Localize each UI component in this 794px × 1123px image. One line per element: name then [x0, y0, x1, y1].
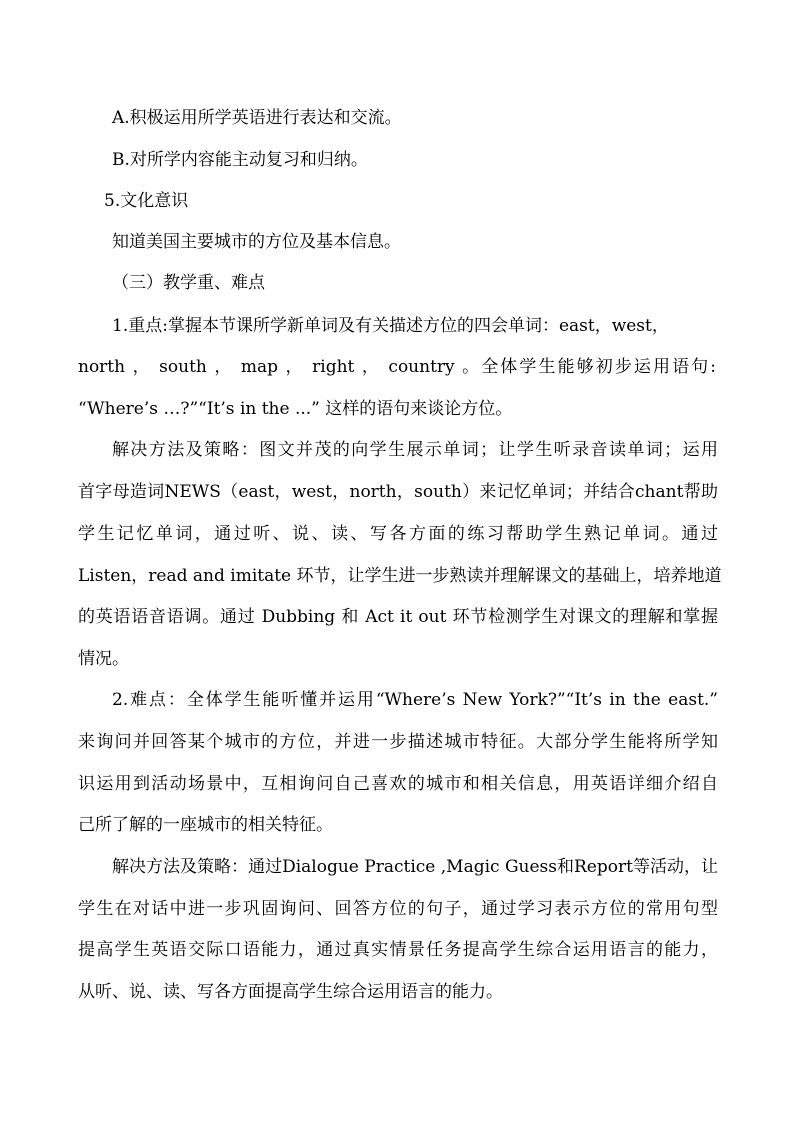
- text-line: 知道美国主要城市的方位及基本信息。: [112, 232, 401, 252]
- text-line: Listen，read and imitate 环节，让学生进一步熟读并理解课文的基础上，培养地道: [78, 566, 722, 586]
- text-line: A.积极运用所学英语进行表达和交流。: [112, 108, 402, 128]
- section-heading: 5.文化意识: [104, 191, 189, 211]
- text-line: 情况。: [78, 649, 129, 669]
- text-line: 1.重点:掌握本节课所学新单词及有关描述方位的四会单词：east，west，: [112, 316, 669, 336]
- text-line: 己所了解的一座城市的相关特征。: [78, 815, 333, 835]
- text-line: north ， south ， map ， right ， country 。全体学生能够初步运用语句:: [78, 357, 716, 377]
- text-line: 的英语语音语调。通过 Dubbing 和 Act it out 环节检测学生对课文的理解和掌握: [78, 607, 718, 627]
- text-line: 从听、说、读、写各方面提高学生综合运用语言的能力。: [78, 982, 503, 1002]
- text-line: 2.难点：全体学生能听懂并运用“Where’s New York?”“It’s in the east.”: [112, 690, 718, 710]
- text-line: 学生在对话中进一步巩固询问、回答方位的句子，通过学习表示方位的常用句型: [78, 899, 718, 919]
- section-heading: （三）教学重、难点: [112, 273, 265, 293]
- text-line: B.对所学内容能主动复习和归纳。: [112, 150, 368, 170]
- text-line: 识运用到活动场景中，互相询问自己喜欢的城市和相关信息，用英语详细介绍自: [78, 774, 718, 794]
- text-line: “Where’s …?”“It’s in the ...” 这样的语句来谈论方位。: [78, 399, 513, 419]
- text-line: 解决方法及策略：图文并茂的向学生展示单词；让学生听录音读单词；运用: [112, 440, 718, 460]
- text-line: 提高学生英语交际口语能力，通过真实情景任务提高学生综合运用语言的能力，: [78, 940, 718, 960]
- text-line: 学生记忆单词，通过听、说、读、写各方面的练习帮助学生熟记单词。通过: [78, 524, 718, 544]
- text-line: 解决方法及策略：通过Dialogue Practice ,Magic Guess和Report等活动，让: [112, 857, 718, 877]
- text-line: 首字母造词NEWS（east，west，north，south）来记忆单词；并结合chant帮助: [78, 482, 718, 502]
- text-line: 来询问并回答某个城市的方位，并进一步描述城市特征。大部分学生能将所学知: [78, 732, 718, 752]
